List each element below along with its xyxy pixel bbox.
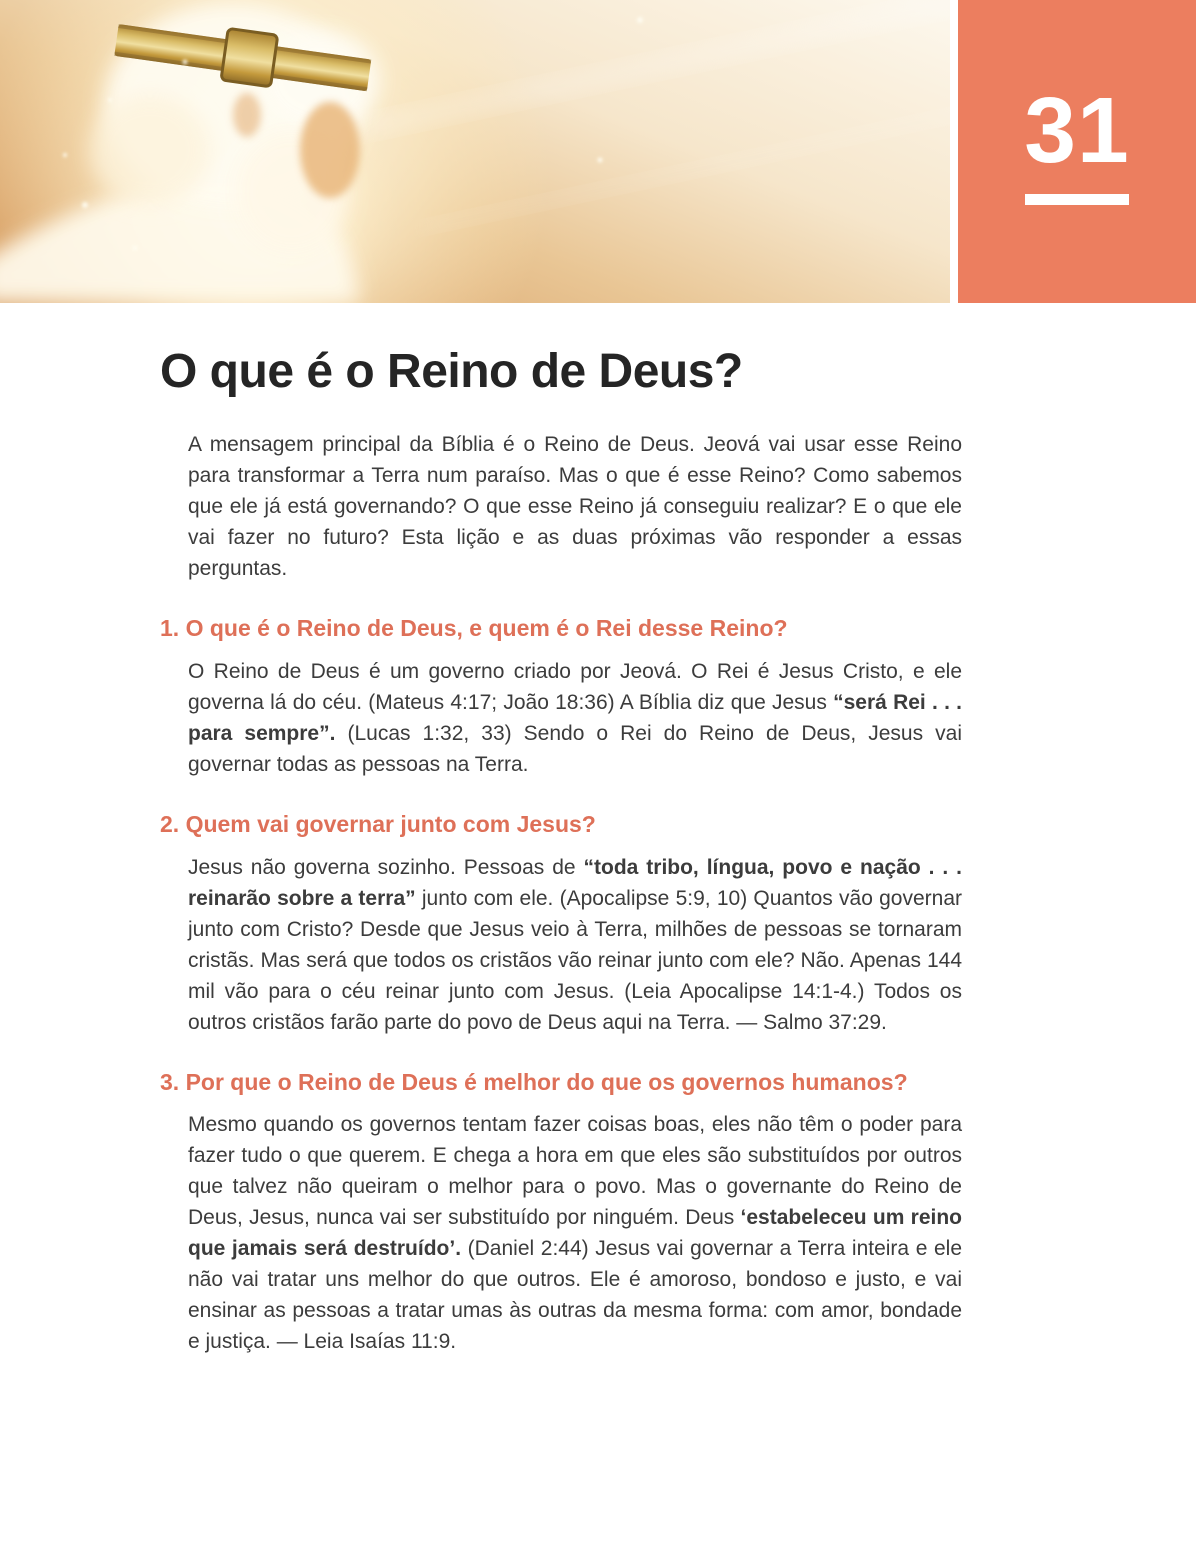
figure-face-profile [300,102,360,198]
intro-paragraph: A mensagem principal da Bíblia é o Reino de Deus. Jeová vai usar esse Reino para transformar a Terra num paraíso. Mas o que é esse Reino? Como sabemos que ele já está governando? O que esse Reino já conseguiu realizar? E o que ele vai fazer no futuro? Esta lição e as duas próximas vão responder a essas perguntas. [188,433,962,581]
section-paragraph-3: Mesmo quando os governos tentam fazer coisas boas, eles não têm o poder para fazer tudo o que querem. E chega a hora em que eles são substituídos por outros que talvez não queiram o melhor para o povo. Mas o governante do Reino de Deus, Jesus, nunca vai ser substituído por ninguém. Deus ‘estabeleceu um reino que jamais será destruído’. (Daniel 2:44) Jesus vai governar a Terra inteira e ele não vai tratar uns melhor do que outros. Ele é amoroso, bondoso e justo, e vai ensinar as pessoas a tratar umas às outras da mesma forma: com amor, bondade e justiça. — Leia Isaías 11:9. [188,1113,962,1354]
figure-ear [233,93,261,137]
lesson-section-2 [160,810,962,1038]
chapter-number-block [958,0,1196,303]
section-paragraph-2: Jesus não governa sozinho. Pessoas de “toda tribo, língua, povo e nação . . . reinarão sobre a terra” junto com ele. (Apocalipse 5:9, 10) Quantos vão governar junto com Cristo? Desde que Jesus veio à Terra, milhões de pessoas se tornaram cristãs. Mas será que todos os cristãos vão reinar junto com ele? Não. Apenas 144 mil vão para o céu reinar junto com Jesus. (Leia Apocalipse 14:1-4.) Todos os outros cristãos farão parte do povo de Deus aqui na Terra. — Salmo 37:29. [188,855,962,1034]
lesson-section-3 [160,1068,962,1358]
chapter-number: 31 [1024,78,1130,182]
lesson-section-1 [160,614,962,780]
crown-buckle [221,28,278,86]
page-title: O que é o Reino de Deus? [160,345,743,398]
lesson-content [160,344,962,1357]
hero-illustration [0,0,950,303]
hero-image-crowned-king [0,0,950,303]
section-paragraph-1: O Reino de Deus é um governo criado por Jeová. O Rei é Jesus Cristo, e ele governa lá do céu. (Mateus 4:17; João 18:36) A Bíblia diz que Jesus “será Rei . . . para sempre”. (Lucas 1:32, 33) Sendo o Rei do Reino de Deus, Jesus vai governar todas as pessoas na Terra. [188,659,962,776]
question-heading-2: 2. Quem vai governar junto com Jesus? [160,810,596,837]
chapter-number-underline [1025,194,1129,205]
question-heading-1: 1. O que é o Reino de Deus, e quem é o Rei desse Reino? [160,615,788,642]
figure-hair-curls-left [90,95,210,205]
question-heading-3: 3. Por que o Reino de Deus é melhor do que os governos humanos? [160,1068,908,1095]
